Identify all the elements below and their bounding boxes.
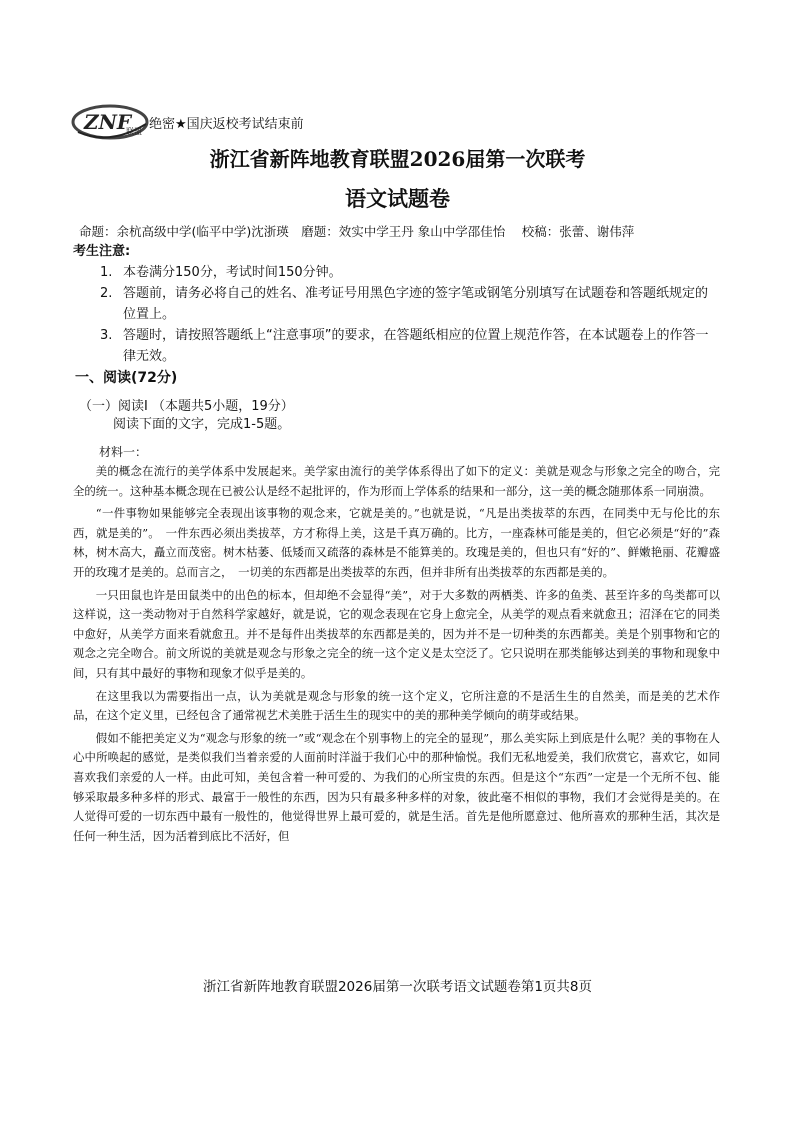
credits-line: 命题：余杭高级中学(临平中学)沈浙瑛 磨题：效实中学王丹 象山中学邵佳怡 校稿：张蕾、谢伟萍 — [79, 224, 635, 239]
notice-number: 2. — [100, 286, 113, 301]
section-heading: 一、阅读(72分) — [75, 370, 178, 386]
confidential-label: 绝密★国庆返校考试结束前 — [149, 117, 304, 132]
notice-item — [100, 283, 710, 325]
part-heading: （一）阅读I （本题共5小题，19分） — [79, 399, 294, 414]
notice-text: 本卷满分150分，考试时间150分钟。 — [123, 265, 342, 280]
passage-body — [73, 462, 720, 849]
notice-text: 答题时，请按照答题纸上“注意事项”的要求，在答题纸相应的位置上规范作答，在本试题卷上的作答一律无效。 — [123, 328, 709, 364]
passage-paragraph: 一只田鼠也许是田鼠类中的出色的标本，但却绝不会显得“美”，对于大多数的两栖类、许多的鱼类、甚至许多的鸟类都可以这样说，这一类动物对于自然科学家越好，就是说，它的观念表现在它身上愈完全，从美学的观点看来就愈丑；沼泽在它的同类中愈好，从美学方面来看就愈丑。并不是每件出类拔萃的东西都是美的，因为并不是一切种类的东西都美。美是个别事物和它的观念之完全吻合。前文所说的美就是观念与形象之完全的统一这个定义是太空泛了。它只说明在那类能够达到美的事物和现象中间，只有其中最好的事物和现象才似乎是美的。 — [73, 587, 720, 680]
page-footer: 浙江省新阵地教育联盟2026届第一次联考语文试题卷第1页共8页 — [202, 979, 593, 995]
svg-text:联盟: 联盟 — [126, 127, 142, 136]
passage-paragraph: 在这里我以为需要指出一点，认为美就是观念与形象的统一这个定义，它所注意的不是活生生的自然美，而是美的艺术作品，在这个定义里，已经包含了通常视艺术美胜于活生生的现实中的美的那种美学倾向的萌芽或结果。 — [73, 688, 720, 723]
material-label: 材料一： — [99, 445, 148, 459]
passage-paragraph: “一件事物如果能够完全表现出该事物的观念来，它就是美的。”也就是说，“凡是出类拔萃的东西，在同类中无与伦比的东西，就是美的”。 一件东西必须出类拔萃，方才称得上美，这是千真万确的。比方，一座森林可能是美的，但它必须是“好的”森林，树木高大，矗立而茂密。树木枯萎、低矮而又疏落的森林是不能算美的。玫瑰是美的，但也只有“好的”、鲜嫩艳丽、花瓣盛开的玫瑰才是美的。总而言之， 一切美的东西都是出类拔萃的东西，但并非所有出类拔萃的东西都是美的。 — [73, 506, 720, 579]
notice-list — [100, 262, 710, 367]
notice-number: 3. — [100, 328, 113, 343]
notice-item — [100, 262, 710, 283]
notice-item — [100, 325, 710, 367]
logo-emblem-icon — [70, 102, 152, 142]
notice-number: 1. — [100, 265, 113, 280]
notice-heading: 考生注意: — [73, 244, 131, 259]
passage-paragraph: 假如不能把美定义为“观念与形象的统一”或“观念在个别事物上的完全的显现”，那么美实际上到底是什么呢？美的事物在人心中所唤起的感觉，是类似我们当着亲爱的人面前时洋溢于我们心中的那种愉悦。我们无私地爱美，我们欣赏它，喜欢它，如同喜欢我们亲爱的人一样。由此可知，美包含着一种可爱的、为我们的心所宝贵的东西。但是这个“东西”一定是一个无所不包、能够采取最多种多样的形式、最富于一般性的东西，因为只有最多种多样的对象，彼此毫不相似的事物，我们才会觉得是美的。在人觉得可爱的一切东西中最有一般性的，他觉得世界上最可爱的，就是生活。首先是他所愿意过、他所喜欢的那种生活，其次是任何一种生活，因为活着到底比不活好，但 — [73, 730, 720, 843]
exam-title: 浙江省新阵地教育联盟2026届第一次联考 — [209, 147, 586, 171]
notice-text: 答题前，请务必将自己的姓名、准考证号用黑色字迹的签字笔或钢笔分别填写在试题卷和答题纸规定的位置上。 — [123, 286, 709, 322]
alliance-logo — [70, 102, 152, 142]
exam-subtitle: 语文试题卷 — [345, 186, 450, 211]
reading-instruction: 阅读下面的文字，完成1-5题。 — [113, 417, 291, 432]
svg-text:ZNF: ZNF — [84, 110, 132, 134]
passage-paragraph: 美的概念在流行的美学体系中发展起来。美学家由流行的美学体系得出了如下的定义：美就是观念与形象之完全的吻合，完全的统一。这种基本概念现在已被公认是经不起批评的，作为形而上学体系的结果和一部分，这一美的概念随那体系一同崩溃。 — [73, 464, 720, 498]
